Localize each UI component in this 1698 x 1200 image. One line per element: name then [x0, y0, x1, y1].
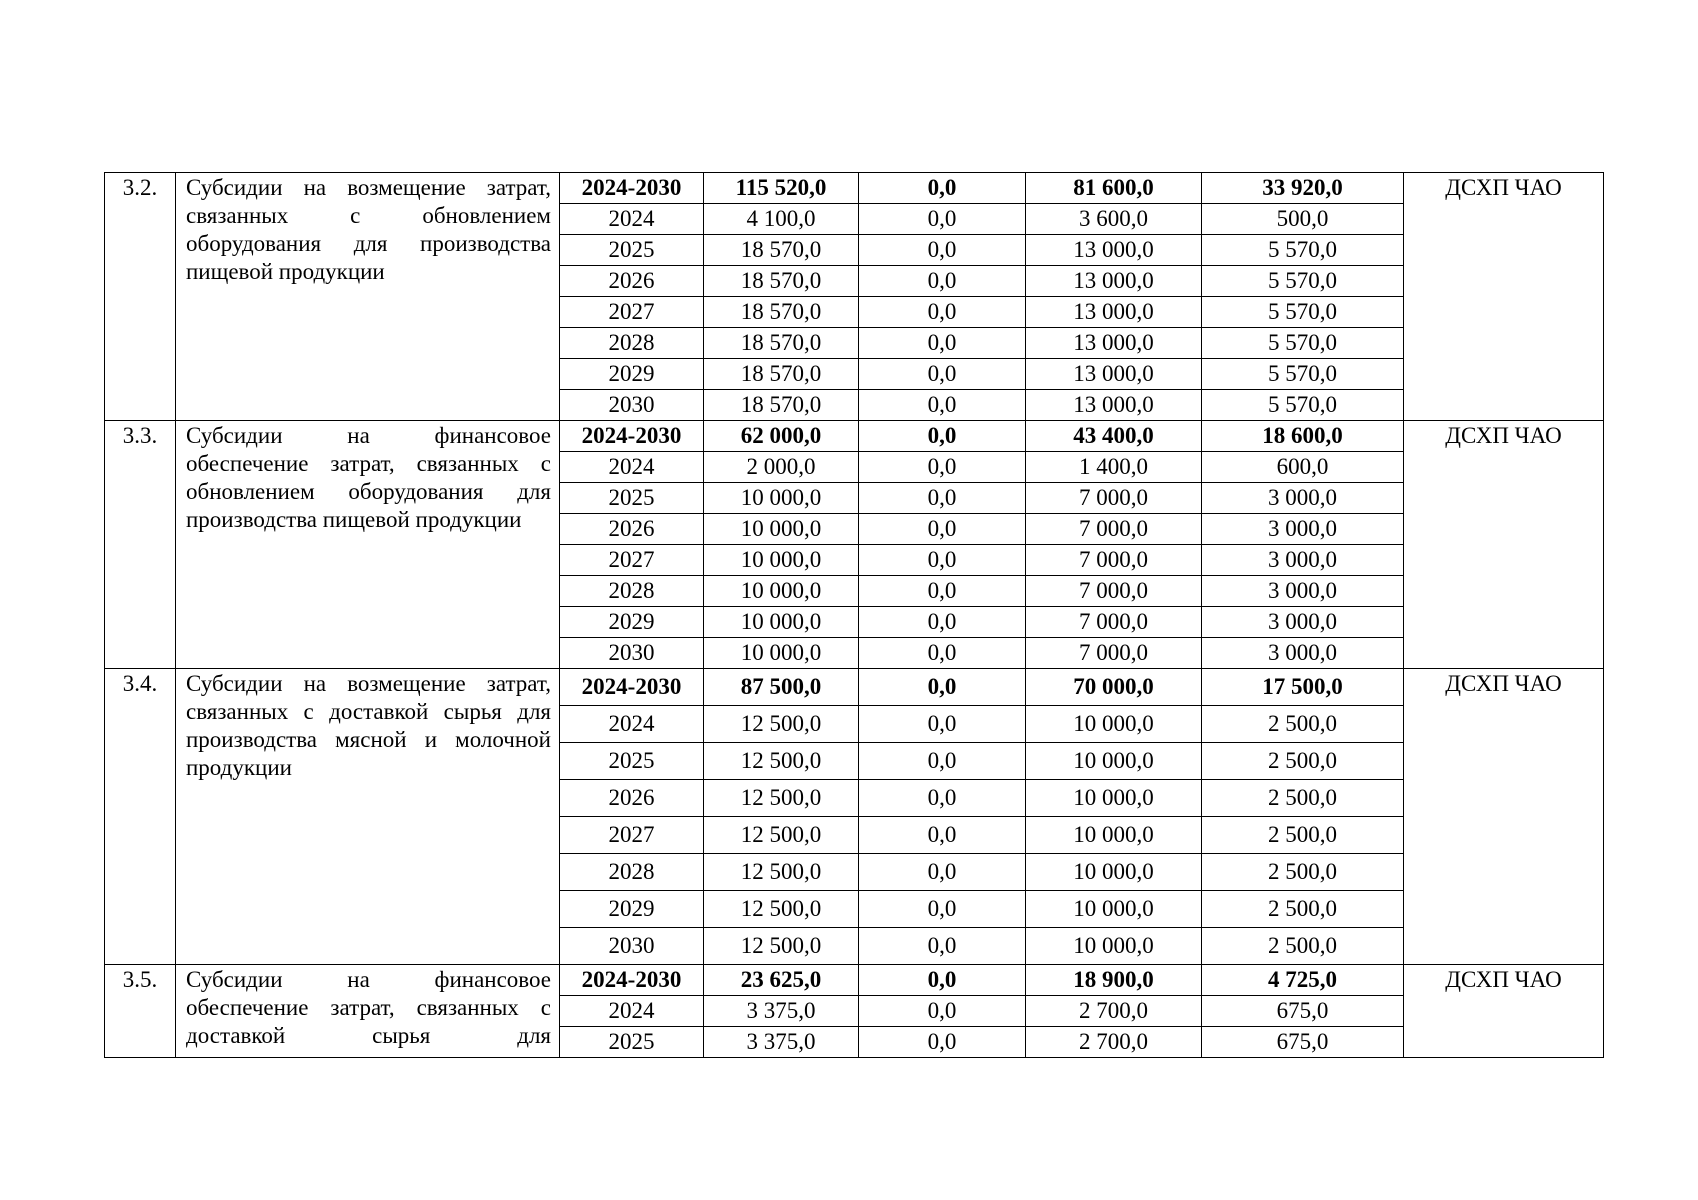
- other-sources-cell: 2 500,0: [1202, 706, 1404, 743]
- total-amount-cell: 12 500,0: [704, 891, 859, 928]
- regional-budget-cell: 7 000,0: [1026, 638, 1202, 669]
- regional-budget-cell: 81 600,0: [1026, 173, 1202, 204]
- period-cell: 2025: [560, 483, 704, 514]
- regional-budget-cell: 13 000,0: [1026, 328, 1202, 359]
- other-sources-cell: 3 000,0: [1202, 514, 1404, 545]
- other-sources-cell: 675,0: [1202, 996, 1404, 1027]
- other-sources-cell: 33 920,0: [1202, 173, 1404, 204]
- regional-budget-cell: 1 400,0: [1026, 452, 1202, 483]
- description-line: обеспечение затрат, связанных с: [186, 451, 551, 476]
- total-amount-cell: 18 570,0: [704, 235, 859, 266]
- federal-budget-cell: 0,0: [859, 854, 1026, 891]
- other-sources-cell: 2 500,0: [1202, 928, 1404, 965]
- regional-budget-cell: 3 600,0: [1026, 204, 1202, 235]
- period-cell: 2024: [560, 996, 704, 1027]
- table-row-total: [105, 421, 1604, 452]
- total-amount-cell: 23 625,0: [704, 965, 859, 996]
- executor-cell: ДСХП ЧАО: [1404, 173, 1604, 421]
- federal-budget-cell: 0,0: [859, 928, 1026, 965]
- period-cell: 2029: [560, 607, 704, 638]
- description-line: связанных с доставкой сырья для: [186, 699, 551, 724]
- table-row-total: [105, 669, 1604, 706]
- total-amount-cell: 62 000,0: [704, 421, 859, 452]
- description-line: обеспечение затрат, связанных с: [186, 995, 551, 1020]
- federal-budget-cell: 0,0: [859, 421, 1026, 452]
- other-sources-cell: 5 570,0: [1202, 390, 1404, 421]
- description-line: Субсидии на финансовое: [186, 967, 551, 992]
- regional-budget-cell: 7 000,0: [1026, 483, 1202, 514]
- executor-cell: ДСХП ЧАО: [1404, 669, 1604, 965]
- executor-cell: ДСХП ЧАО: [1404, 965, 1604, 1058]
- description-line: производства пищевой продукции: [186, 507, 522, 532]
- federal-budget-cell: 0,0: [859, 706, 1026, 743]
- description-line: Субсидии на финансовое: [186, 423, 551, 448]
- regional-budget-cell: 13 000,0: [1026, 359, 1202, 390]
- regional-budget-cell: 7 000,0: [1026, 576, 1202, 607]
- section-number: 3.3.: [105, 421, 176, 669]
- section-description: [176, 421, 560, 669]
- federal-budget-cell: 0,0: [859, 965, 1026, 996]
- regional-budget-cell: 10 000,0: [1026, 780, 1202, 817]
- total-amount-cell: 18 570,0: [704, 359, 859, 390]
- regional-budget-cell: 10 000,0: [1026, 817, 1202, 854]
- other-sources-cell: 500,0: [1202, 204, 1404, 235]
- total-amount-cell: 3 375,0: [704, 996, 859, 1027]
- period-cell: 2024-2030: [560, 421, 704, 452]
- description-line: Субсидии на возмещение затрат,: [186, 671, 551, 696]
- total-amount-cell: 10 000,0: [704, 545, 859, 576]
- regional-budget-cell: 10 000,0: [1026, 891, 1202, 928]
- total-amount-cell: 12 500,0: [704, 854, 859, 891]
- period-cell: 2024: [560, 452, 704, 483]
- section-description: [176, 669, 560, 965]
- federal-budget-cell: 0,0: [859, 483, 1026, 514]
- regional-budget-cell: 10 000,0: [1026, 928, 1202, 965]
- section-description: [176, 965, 560, 1058]
- description-line: пищевой продукции: [186, 259, 385, 284]
- period-cell: 2024-2030: [560, 669, 704, 706]
- period-cell: 2024: [560, 204, 704, 235]
- total-amount-cell: 12 500,0: [704, 706, 859, 743]
- period-cell: 2024: [560, 706, 704, 743]
- section-number: 3.4.: [105, 669, 176, 965]
- federal-budget-cell: 0,0: [859, 173, 1026, 204]
- total-amount-cell: 10 000,0: [704, 514, 859, 545]
- total-amount-cell: 12 500,0: [704, 817, 859, 854]
- federal-budget-cell: 0,0: [859, 328, 1026, 359]
- other-sources-cell: 2 500,0: [1202, 817, 1404, 854]
- regional-budget-cell: 70 000,0: [1026, 669, 1202, 706]
- description-line: оборудования для производства: [186, 231, 551, 256]
- total-amount-cell: 12 500,0: [704, 928, 859, 965]
- federal-budget-cell: 0,0: [859, 297, 1026, 328]
- total-amount-cell: 18 570,0: [704, 390, 859, 421]
- total-amount-cell: 10 000,0: [704, 607, 859, 638]
- regional-budget-cell: 13 000,0: [1026, 390, 1202, 421]
- other-sources-cell: 2 500,0: [1202, 854, 1404, 891]
- section-number: 3.2.: [105, 173, 176, 421]
- period-cell: 2030: [560, 638, 704, 669]
- description-line: продукции: [186, 755, 292, 780]
- federal-budget-cell: 0,0: [859, 235, 1026, 266]
- total-amount-cell: 87 500,0: [704, 669, 859, 706]
- federal-budget-cell: 0,0: [859, 545, 1026, 576]
- federal-budget-cell: 0,0: [859, 266, 1026, 297]
- total-amount-cell: 4 100,0: [704, 204, 859, 235]
- regional-budget-cell: 10 000,0: [1026, 706, 1202, 743]
- description-line: связанных с обновлением: [186, 203, 551, 228]
- table-row-total: [105, 173, 1604, 204]
- federal-budget-cell: 0,0: [859, 891, 1026, 928]
- period-cell: 2030: [560, 928, 704, 965]
- federal-budget-cell: 0,0: [859, 780, 1026, 817]
- description-line: производства мясной и молочной: [186, 727, 551, 752]
- federal-budget-cell: 0,0: [859, 1027, 1026, 1058]
- total-amount-cell: 115 520,0: [704, 173, 859, 204]
- period-cell: 2029: [560, 359, 704, 390]
- other-sources-cell: 600,0: [1202, 452, 1404, 483]
- regional-budget-cell: 10 000,0: [1026, 743, 1202, 780]
- federal-budget-cell: 0,0: [859, 817, 1026, 854]
- description-line: Субсидии на возмещение затрат,: [186, 175, 551, 200]
- subsidy-table: [104, 172, 1604, 1058]
- other-sources-cell: 5 570,0: [1202, 266, 1404, 297]
- regional-budget-cell: 18 900,0: [1026, 965, 1202, 996]
- period-cell: 2027: [560, 817, 704, 854]
- section-description: [176, 173, 560, 421]
- regional-budget-cell: 13 000,0: [1026, 297, 1202, 328]
- other-sources-cell: 2 500,0: [1202, 743, 1404, 780]
- total-amount-cell: 10 000,0: [704, 483, 859, 514]
- total-amount-cell: 12 500,0: [704, 780, 859, 817]
- period-cell: 2029: [560, 891, 704, 928]
- description-line: обновлением оборудования для: [186, 479, 551, 504]
- period-cell: 2026: [560, 514, 704, 545]
- other-sources-cell: 5 570,0: [1202, 297, 1404, 328]
- period-cell: 2026: [560, 780, 704, 817]
- period-cell: 2024-2030: [560, 173, 704, 204]
- other-sources-cell: 3 000,0: [1202, 483, 1404, 514]
- total-amount-cell: 10 000,0: [704, 638, 859, 669]
- regional-budget-cell: 7 000,0: [1026, 545, 1202, 576]
- total-amount-cell: 3 375,0: [704, 1027, 859, 1058]
- period-cell: 2028: [560, 854, 704, 891]
- other-sources-cell: 5 570,0: [1202, 328, 1404, 359]
- period-cell: 2027: [560, 297, 704, 328]
- other-sources-cell: 3 000,0: [1202, 607, 1404, 638]
- regional-budget-cell: 13 000,0: [1026, 266, 1202, 297]
- federal-budget-cell: 0,0: [859, 390, 1026, 421]
- total-amount-cell: 2 000,0: [704, 452, 859, 483]
- regional-budget-cell: 2 700,0: [1026, 1027, 1202, 1058]
- total-amount-cell: 18 570,0: [704, 266, 859, 297]
- other-sources-cell: 5 570,0: [1202, 359, 1404, 390]
- other-sources-cell: 675,0: [1202, 1027, 1404, 1058]
- total-amount-cell: 18 570,0: [704, 328, 859, 359]
- other-sources-cell: 2 500,0: [1202, 891, 1404, 928]
- section-number: 3.5.: [105, 965, 176, 1058]
- regional-budget-cell: 7 000,0: [1026, 514, 1202, 545]
- federal-budget-cell: 0,0: [859, 359, 1026, 390]
- total-amount-cell: 12 500,0: [704, 743, 859, 780]
- federal-budget-cell: 0,0: [859, 204, 1026, 235]
- other-sources-cell: 3 000,0: [1202, 576, 1404, 607]
- federal-budget-cell: 0,0: [859, 607, 1026, 638]
- regional-budget-cell: 43 400,0: [1026, 421, 1202, 452]
- regional-budget-cell: 13 000,0: [1026, 235, 1202, 266]
- federal-budget-cell: 0,0: [859, 996, 1026, 1027]
- other-sources-cell: 5 570,0: [1202, 235, 1404, 266]
- federal-budget-cell: 0,0: [859, 638, 1026, 669]
- executor-cell: ДСХП ЧАО: [1404, 421, 1604, 669]
- other-sources-cell: 3 000,0: [1202, 545, 1404, 576]
- other-sources-cell: 2 500,0: [1202, 780, 1404, 817]
- description-line: доставкой сырья для: [186, 1023, 551, 1048]
- other-sources-cell: 17 500,0: [1202, 669, 1404, 706]
- total-amount-cell: 10 000,0: [704, 576, 859, 607]
- federal-budget-cell: 0,0: [859, 669, 1026, 706]
- federal-budget-cell: 0,0: [859, 514, 1026, 545]
- period-cell: 2025: [560, 1027, 704, 1058]
- regional-budget-cell: 2 700,0: [1026, 996, 1202, 1027]
- regional-budget-cell: 10 000,0: [1026, 854, 1202, 891]
- period-cell: 2025: [560, 743, 704, 780]
- federal-budget-cell: 0,0: [859, 452, 1026, 483]
- period-cell: 2028: [560, 328, 704, 359]
- other-sources-cell: 18 600,0: [1202, 421, 1404, 452]
- federal-budget-cell: 0,0: [859, 743, 1026, 780]
- period-cell: 2024-2030: [560, 965, 704, 996]
- federal-budget-cell: 0,0: [859, 576, 1026, 607]
- regional-budget-cell: 7 000,0: [1026, 607, 1202, 638]
- total-amount-cell: 18 570,0: [704, 297, 859, 328]
- period-cell: 2030: [560, 390, 704, 421]
- other-sources-cell: 4 725,0: [1202, 965, 1404, 996]
- period-cell: 2028: [560, 576, 704, 607]
- period-cell: 2027: [560, 545, 704, 576]
- period-cell: 2026: [560, 266, 704, 297]
- period-cell: 2025: [560, 235, 704, 266]
- other-sources-cell: 3 000,0: [1202, 638, 1404, 669]
- table-row-total: [105, 965, 1604, 996]
